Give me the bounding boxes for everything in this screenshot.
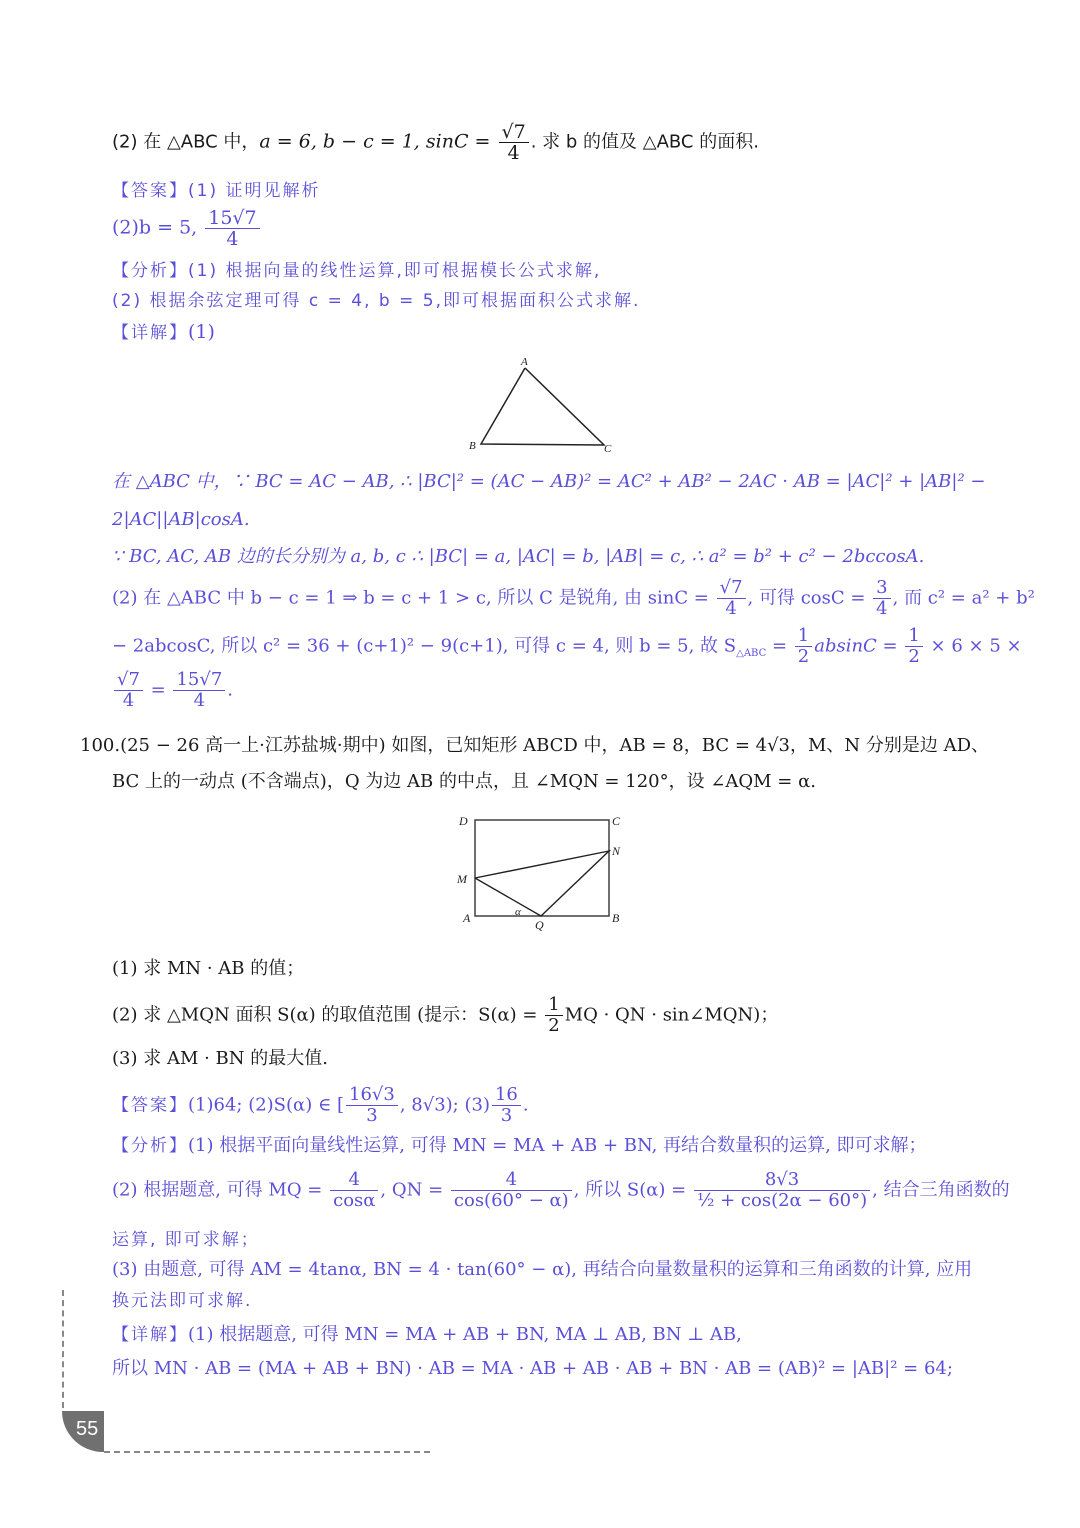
subquestion-text: MQ · QN · sin∠MQN)； [564, 1004, 779, 1026]
equals: = [144, 679, 172, 701]
subscript: △ABC [736, 648, 767, 660]
frac-den: 4 [122, 690, 135, 711]
q99-analysis-line1 [112, 256, 601, 285]
label-c: C [604, 443, 612, 455]
analysis-text: , 结合三角函数的 [872, 1179, 1010, 1201]
question-number: 100. [80, 735, 121, 756]
frac-num: 16√3 [346, 1085, 398, 1106]
label-a: A [463, 911, 471, 925]
frac-num: 1 [795, 626, 812, 647]
q100-answer [112, 1085, 529, 1126]
q100-subquestion-3: (3) 求 AM · BN 的最大值. [112, 1048, 328, 1069]
q99-detail-part2-line3 [112, 670, 233, 711]
frac-num: √7 [114, 670, 143, 691]
frac-num: 3 [873, 578, 890, 599]
fraction [499, 122, 529, 163]
frac-den: 4 [193, 690, 206, 711]
q100-subquestion-2 [112, 995, 778, 1036]
analysis-text: , QN = [380, 1179, 449, 1201]
fraction [795, 626, 812, 667]
frac-den: 2 [797, 646, 810, 667]
q99-detail-line3: ∵ BC, AC, AB 边的长分别为 a, b, c ∴ |BC| = a, |AC| = b, |AB| = c, ∴ a² = b² + c² − 2bccosA. [112, 546, 925, 567]
answer-text: (1)64; (2)S(α) ∈ [ [188, 1094, 345, 1116]
label-m: M [457, 872, 467, 886]
q99-answer-line1 [112, 176, 320, 205]
frac-den: 3 [500, 1105, 513, 1126]
frac-den: 2 [908, 646, 920, 667]
q100-stem-line2: BC 上的一动点 (不含端点)，Q 为边 AB 的中点，且 ∠MQN = 120°，设 ∠AQM = α. [112, 771, 816, 792]
analysis-text: , 所以 S(α) = [573, 1179, 692, 1201]
frac-num: 15√7 [205, 208, 259, 229]
fraction [346, 1085, 398, 1126]
label-c: C [612, 814, 621, 828]
fraction [205, 208, 259, 249]
frac-den: 2 [548, 1015, 560, 1036]
fraction [873, 578, 890, 619]
q100-detail-2: 所以 MN · AB = (MA + AB + BN) · AB = MA · AB + AB · AB + BN · AB = (AB)² = |AB|² = 64; [112, 1358, 953, 1379]
frac-den: ½ + cos(2α − 60°) [696, 1190, 868, 1211]
q100-detail-1 [112, 1321, 742, 1349]
label-a: A [521, 356, 528, 368]
detail-text: (1) 根据题意, 可得 MN = MA + AB + BN, MA ⊥ AB, BN ⊥ AB, [188, 1324, 742, 1345]
detail-text: − 2abcosC, 所以 c² = 36 + (c+1)² − 9(c+1), 可得 c = 4, 则 b = 5, 故 S [112, 635, 737, 657]
fraction [905, 626, 922, 667]
detail-text: × 6 × 5 × [924, 635, 1022, 657]
frac-den: cos(60° − α) [453, 1190, 569, 1211]
detail-tag: 【详解】 [112, 323, 188, 343]
fraction [545, 995, 562, 1036]
page-number: 55 [76, 1418, 99, 1440]
frac-den: 4 [507, 142, 520, 164]
frac-den: cosα [333, 1190, 376, 1211]
q99-detail-line1: 在 △ABC 中，∵ BC = AC − AB, ∴ |BC|² = (AC − AB)² = AC² + AB² − 2AC · AB = |AC|² + |AB|² − [112, 471, 986, 492]
fraction [451, 1170, 572, 1211]
q99-detail-part2-line1 [112, 578, 1035, 619]
q99-analysis-line2: (2) 根据余弦定理可得 c = 4, b = 5,即可根据面积公式求解. [112, 291, 641, 311]
q99-part2-given: a = 6, b − c = 1, sinC = [259, 130, 497, 153]
fraction [694, 1170, 870, 1211]
frac-den: 4 [876, 598, 888, 619]
label-q: Q [535, 918, 544, 932]
frac-num: √7 [499, 122, 529, 143]
q99-part2-suffix: . 求 b 的值及 △ABC 的面积. [530, 131, 759, 153]
answer-part1: (1) 证明见解析 [188, 181, 321, 201]
q99-detail-heading [112, 318, 215, 347]
q100-analysis-3-line1: (3) 由题意, 可得 AM = 4tanα, BN = 4 · tan(60° − α), 再结合向量数量积的运算和三角函数的计算, 应用 [112, 1259, 973, 1280]
detail-text: , 可得 cosC = [747, 587, 872, 609]
analysis-tag: 【分析】 [112, 261, 188, 281]
fraction [492, 1085, 521, 1126]
q99-part2-prefix: (2) 在 △ABC 中， [112, 131, 260, 153]
fraction [717, 578, 746, 619]
frac-num: 1 [545, 995, 562, 1016]
answer-text: , 8√3); (3) [399, 1094, 490, 1116]
q100-analysis-2-cont: 运算, 即可求解； [112, 1230, 260, 1250]
frac-num: √7 [717, 578, 746, 599]
q100-analysis-1 [112, 1132, 927, 1160]
page-border-dashed-horizontal [104, 1451, 430, 1453]
period: . [522, 1094, 529, 1116]
label-d: D [459, 814, 468, 828]
detail-part1-label: (1) [188, 321, 215, 343]
fraction [173, 670, 225, 711]
frac-num: 15√7 [173, 670, 225, 691]
q100-stem-line1 [80, 732, 989, 760]
frac-den: 3 [366, 1105, 378, 1126]
question-source: (25 − 26 高一上·江苏盐城·期中) [120, 735, 386, 756]
frac-num: 8√3 [694, 1170, 870, 1191]
answer-tag: 【答案】 [112, 1095, 188, 1116]
q99-answer-line2 [112, 208, 262, 249]
detail-text: absinC = [814, 635, 904, 657]
analysis-text: (1) 根据向量的线性运算,即可根据模长公式求解, [188, 261, 602, 281]
analysis-text: (1) 根据平面向量线性运算, 可得 MN = MA + AB + BN, 再结合数量积的运算, 即可求解； [188, 1135, 927, 1156]
fraction [330, 1170, 378, 1211]
frac-num: 1 [905, 626, 922, 647]
label-b: B [612, 911, 620, 925]
detail-tag: 【详解】 [112, 1325, 188, 1345]
subquestion-text: (2) 求 △MQN 面积 S(α) 的取值范围 (提示：S(α) = [112, 1004, 544, 1026]
analysis-text: (2) 根据题意, 可得 MQ = [112, 1179, 329, 1201]
q99-detail-part2-line2 [112, 626, 1022, 668]
detail-text: (2) 在 △ABC 中 b − c = 1 ⇒ b = c + 1 > c, 所以 C 是锐角, 由 sinC = [112, 587, 715, 609]
analysis-tag: 【分析】 [112, 1136, 188, 1156]
frac-den: 4 [226, 228, 239, 250]
frac-den: 4 [725, 598, 737, 619]
answer-tag: 【答案】 [112, 181, 188, 201]
q99-detail-line2: 2|AC||AB|cosA. [112, 509, 250, 530]
answer-part2: (2)b = 5, [112, 216, 204, 239]
frac-num: 4 [451, 1170, 572, 1191]
frac-num: 16 [492, 1085, 521, 1106]
page-border-dashed-vertical [62, 1290, 64, 1408]
q99-part2-question [112, 122, 759, 163]
rectangle-abcd-figure [455, 810, 635, 935]
label-alpha: α [515, 906, 521, 918]
period: . [227, 679, 234, 701]
q100-analysis-2 [112, 1170, 1010, 1211]
question-stem: 如图，已知矩形 ABCD 中，AB = 8，BC = 4√3，M、N 分别是边 AD、 [385, 735, 990, 756]
frac-num: 4 [330, 1170, 378, 1191]
q100-subquestion-1: (1) 求 MN · AB 的值； [112, 958, 305, 979]
detail-text: , 而 c² = a² + b² [892, 587, 1035, 609]
fraction [114, 670, 143, 711]
triangle-abc-figure [465, 355, 625, 455]
label-b: B [469, 440, 476, 452]
detail-text: = [766, 635, 793, 657]
q100-analysis-3-line2: 换元法即可求解. [112, 1291, 253, 1311]
label-n: N [612, 844, 621, 858]
